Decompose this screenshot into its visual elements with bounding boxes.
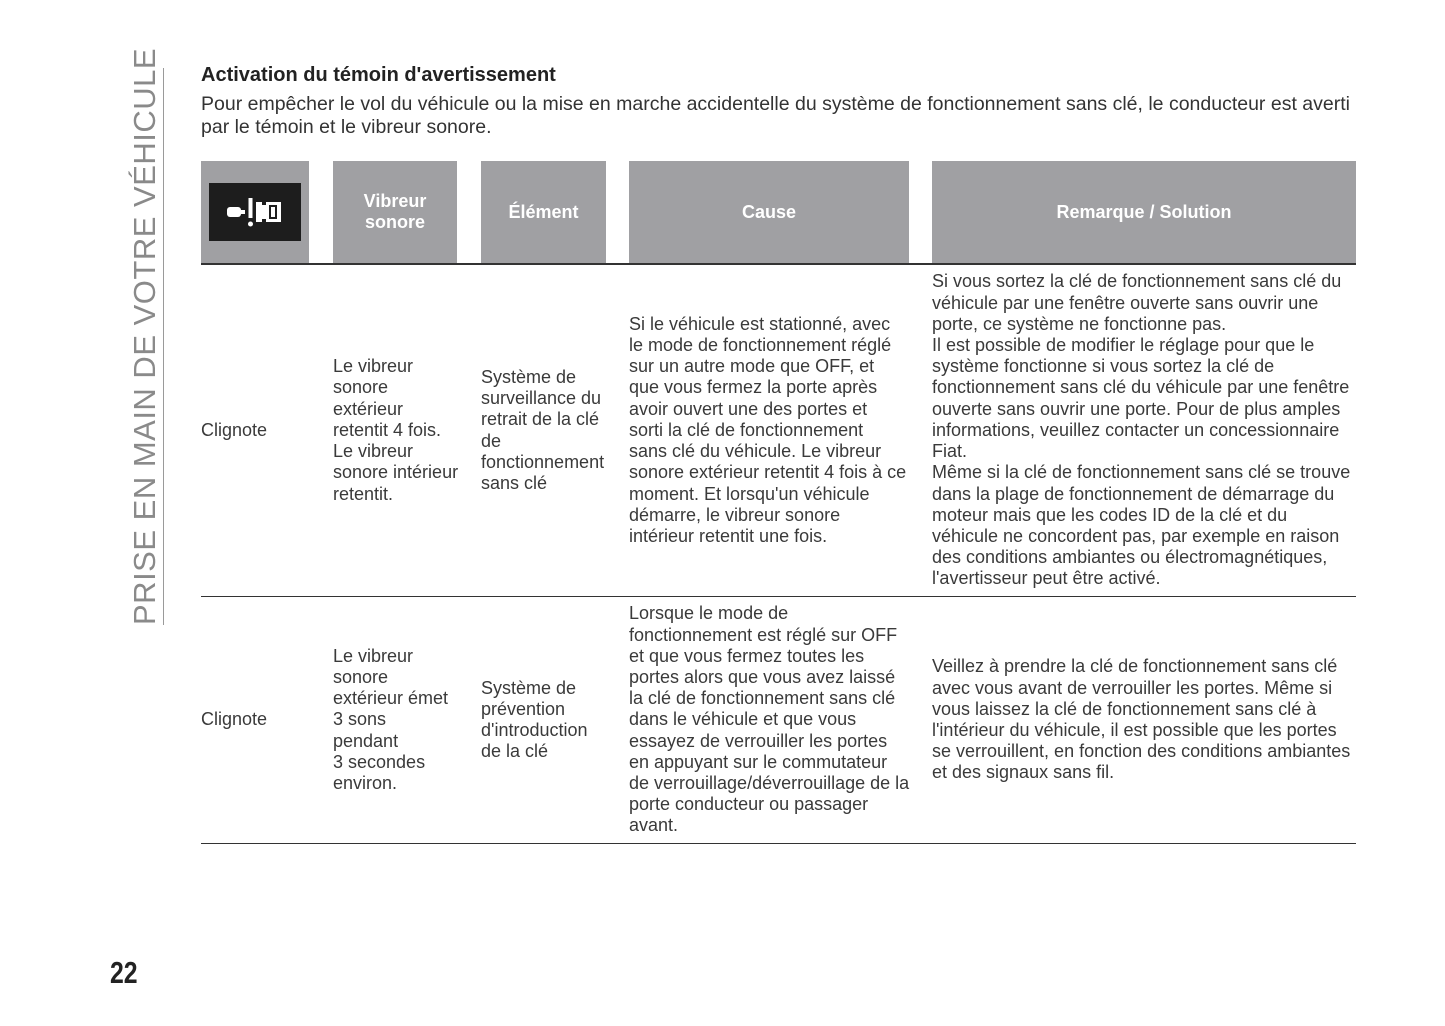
sidebar-divider [163, 68, 164, 625]
cause-cell: Lorsque le mode de fonctionnement est réglé sur OFF et que vous fermez toutes les portes alors que vous avez laissé la clé de fonctionnement sans clé dans le véhicule et que vous essayez de verrouiller les portes en appuyant sur le commutateur de verrouillage/déverrouillage de la porte conducteur ou passager avant. [629, 603, 910, 836]
header-remark: Remarque / Solution [932, 161, 1356, 263]
buzzer-cell: Le vibreur sonore extérieur retentit 4 fois. Le vibreur sonore intérieur retentit. [333, 356, 459, 504]
page-number: 22 [110, 955, 138, 990]
light-status: Clignote [201, 419, 268, 440]
buzzer-cell: Le vibreur sonore extérieur émet 3 sons pendant 3 secondes environ. [333, 645, 449, 793]
section-title-vertical: PRISE EN MAIN DE VOTRE VÉHICULE [127, 47, 162, 625]
element-cell: Système de surveillance du retrait de la clé de fonctionnement sans clé [481, 366, 605, 493]
element-cell: Système de prévention d'introduction de la clé [481, 677, 588, 762]
cause-cell: Si le véhicule est stationné, avec le mode de fonctionnement réglé sur un autre mode que OFF, et que vous fermez la porte après avoir ouvert une des portes et sorti la clé de fonctionnement sans clé du véhicule. Le vibreur sonore extérieur retentit 4 fois à ce moment. Et lorsqu'un véhicule démarre, le vibreur sonore intérieur retentit une fois. [629, 313, 907, 546]
remark-cell: Veillez à prendre la clé de fonctionnement sans clé avec vous avant de verrouiller les portes. Même si vous laissez la clé de fonctionnement sans clé à l'intérieur du véhicule, il est possible que les portes se verrouillent, en fonction des conditions ambiantes et des signaux sans fil. [932, 656, 1351, 783]
table-bottom-rule [201, 843, 1356, 844]
warning-light-keyless-icon [209, 183, 301, 241]
remark-cell: Si vous sortez la clé de fonctionnement sans clé du véhicule par une fenêtre ouverte sans ouvrir une porte, ce système ne fonctionne pas. Il est possible de modifier le réglage pour que le système fonctionne si vous sortez la clé de fonctionnement sans clé du véhicule par une fenêtre ouverte sans ouvrir une porte. Pour de plus amples informations, veuillez contacter un concessionnaire Fiat. Même si la clé de fonctionnement sans clé se trouve dans la plage de fonctionnement de démarrage du moteur mais que les codes ID de la clé et du véhicule ne concordent pas, par exemple en raison des conditions ambiantes ou électromagnétiques, l'avertisseur peut être activé. [932, 271, 1351, 589]
section-heading: Activation du témoin d'avertissement [201, 64, 556, 86]
header-cause: Cause [629, 161, 909, 263]
header-warning-light [201, 161, 309, 263]
header-element: Élément [481, 161, 606, 263]
intro-paragraph: Pour empêcher le vol du véhicule ou la mise en marche accidentelle du système de fonctionnement sans clé, le conducteur est averti par le témoin et le vibreur sonore. [201, 93, 1350, 138]
light-status: Clignote [201, 709, 268, 730]
header-buzzer: Vibreur sonore [333, 161, 457, 263]
